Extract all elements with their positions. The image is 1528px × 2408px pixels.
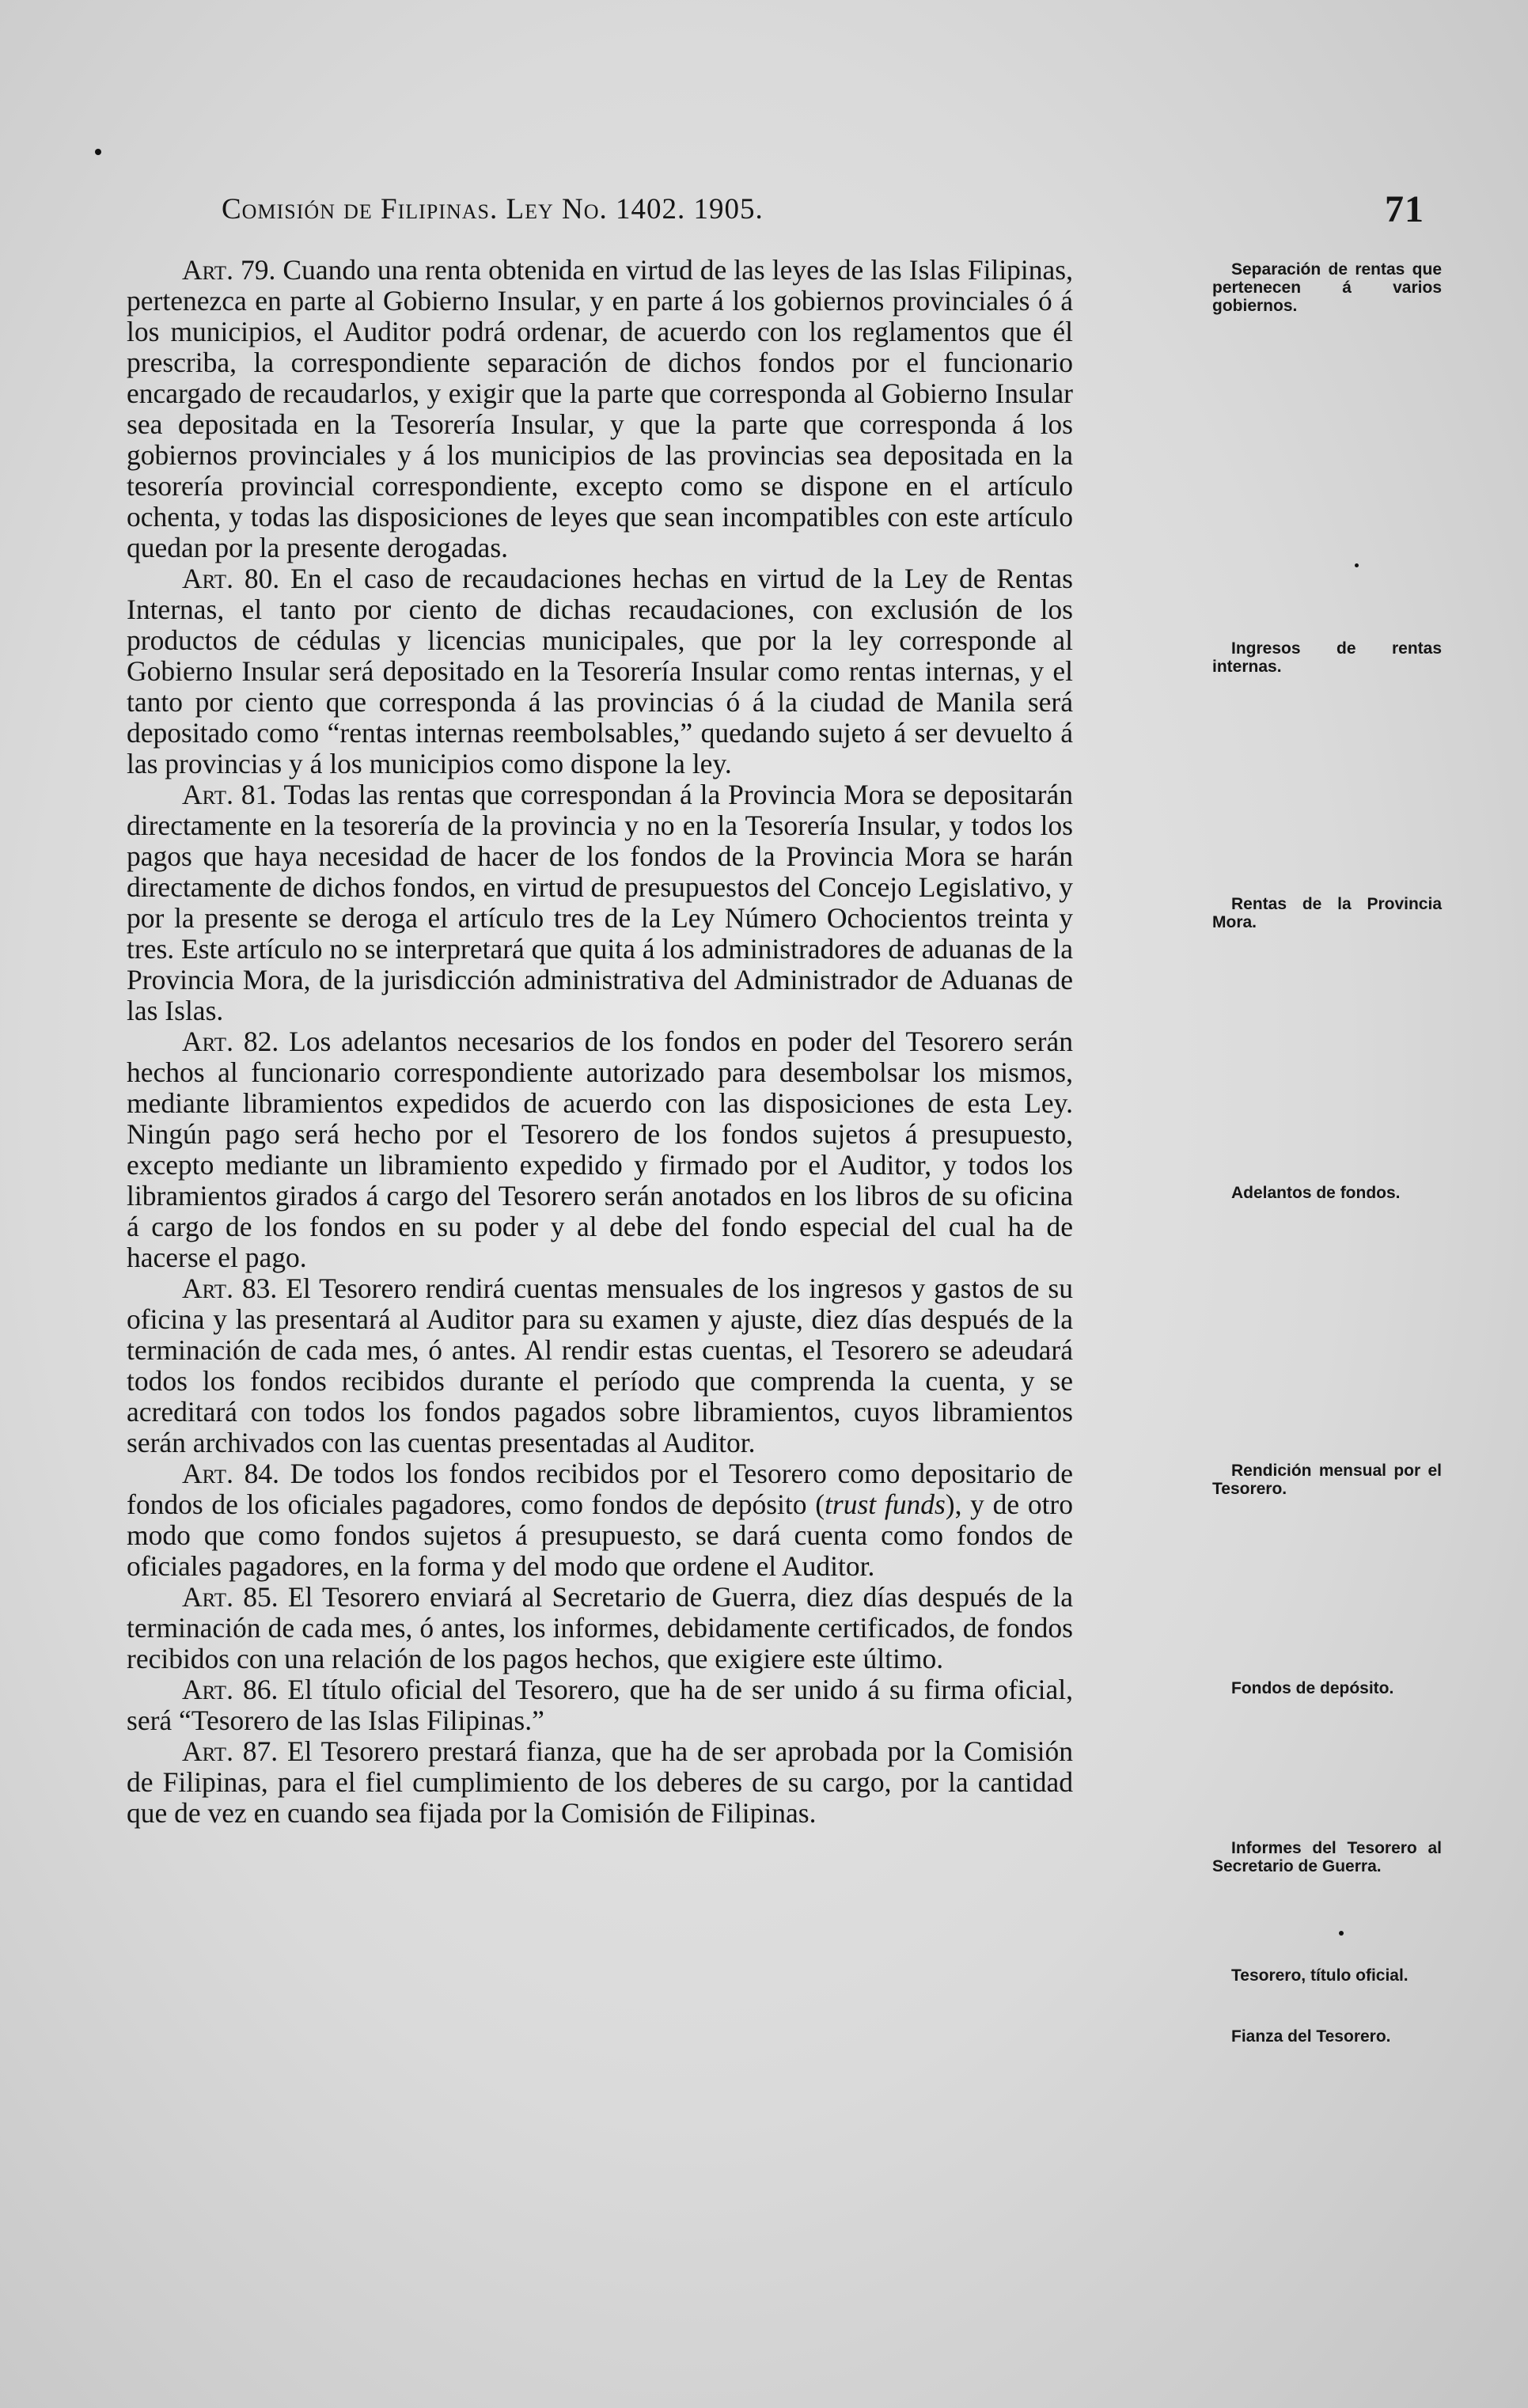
margin-note: Rendición mensual por el Tesorero. bbox=[1212, 1462, 1442, 1498]
article-number: Art. 82. bbox=[182, 1026, 279, 1057]
ink-spot bbox=[95, 149, 101, 155]
article-text: En el caso de recaudaciones hechas en virtud de la Ley de Rentas Internas, el tanto por ciento de dichas recaudaciones, con exclusión de los productos de cédulas y licencias municipales, que por la ley corresponde al Gobierno Insular será depositado en la Tesorería Insular como rentas internas, y el tanto por ciento que corresponda á las provincias ó á la ciudad de Manila será depositado como “rentas internas reembolsables,” quedando sujeto á ser devuelto á las provincias y á los municipios como dispone la ley. bbox=[127, 563, 1073, 779]
running-head: Comisión de Filipinas. Ley No. 1402. 1905. bbox=[222, 193, 764, 226]
margin-note: Tesorero, título oficial. bbox=[1231, 1966, 1409, 1985]
page-number: 71 bbox=[1385, 188, 1424, 230]
article-82 bbox=[127, 1026, 1073, 1273]
article-number: Art. 84. bbox=[182, 1458, 280, 1489]
ink-spot bbox=[1355, 563, 1359, 567]
article-85 bbox=[127, 1582, 1073, 1674]
article-83 bbox=[127, 1273, 1073, 1458]
article-number: Art. 81. bbox=[182, 779, 277, 810]
article-text: Todas las rentas que correspondan á la Provincia Mora se depositarán directamente en la tesorería de la provincia y no en la Tesorería Insular, y todos los pagos que haya necesidad de hacer de los fondos de la Provincia Mora se harán directamente de dichos fondos, en virtud de presupuestos del Concejo Legislativo, y por la presente se deroga el artículo tres de la Ley Número Ochocientos treinta y tres. Este artículo no se interpretará que quita á los administradores de aduanas de la Provincia Mora, de la jurisdicción administrativa del Administrador de Aduanas de las Islas. bbox=[127, 779, 1073, 1026]
article-text: El Tesorero enviará al Secretario de Guerra, diez días después de la terminación de cada mes, ó antes, los informes, debidamente certificados, de fondos recibidos con una relación de los pagos hechos, que exigiere este último. bbox=[127, 1581, 1073, 1674]
article-text-part: ), y de otro modo que como fondos sujetos á presupuesto, se dará cuenta como fondos de oficiales pagadores, en la forma y del modo que ordene el Auditor. bbox=[127, 1488, 1073, 1582]
article-80 bbox=[127, 563, 1073, 779]
article-number: Art. 80. bbox=[182, 563, 280, 594]
article-text: El Tesorero prestará fianza, que ha de ser aprobada por la Comisión de Filipinas, para el fiel cumplimiento de los deberes de su cargo, por la cantidad que de vez en cuando sea fijada por la Comisión de Filipinas. bbox=[127, 1735, 1073, 1829]
article-number: Art. 79. bbox=[182, 254, 276, 286]
article-text: El Tesorero rendirá cuentas mensuales de los ingresos y gastos de su oficina y las presentará al Auditor para su examen y ajuste, diez días después de la terminación de cada mes, ó antes. Al rendir estas cuentas, el Tesorero se adeudará todos los fondos recibidos durante el período que comprenda la cuenta, y se acreditará con todos los fondos pagados sobre libramientos, cuyos libramientos serán archivados con las cuentas presentadas al Auditor. bbox=[127, 1272, 1073, 1458]
margin-note: Separación de rentas que pertenecen á varios gobiernos. bbox=[1212, 260, 1442, 315]
margin-note: Fianza del Tesorero. bbox=[1231, 2027, 1391, 2046]
margin-note: Fondos de depósito. bbox=[1231, 1679, 1394, 1697]
margin-note: Adelantos de fondos. bbox=[1231, 1184, 1401, 1202]
article-text: Los adelantos necesarios de los fondos en poder del Tesorero serán hechos al funcionario correspondiente autorizado para desembolsar los mismos, mediante libramientos expedidos de acuerdo con las disposiciones de esta Ley. Ningún pago será hecho por el Tesorero de los fondos sujetos á presupuesto, excepto mediante un libramiento expedido y firmado por el Auditor, y todos los libramientos girados á cargo del Tesorero serán anotados en los libros de su oficina á cargo de los fondos en su poder y al debe del fondo especial del cual ha de hacerse el pago. bbox=[127, 1026, 1073, 1273]
page-header bbox=[222, 188, 1424, 232]
article-number: Art. 87. bbox=[182, 1735, 279, 1767]
article-text-part: De todos los fondos recibidos por el Tesorero como depositario de fondos de los oficiales pagadores, como fondos de depósito ( bbox=[127, 1458, 1073, 1520]
article-text-italic: trust funds bbox=[825, 1488, 946, 1520]
article-text: Cuando una renta obtenida en virtud de las leyes de las Islas Filipinas, pertenezca en parte al Gobierno Insular, y en parte á los gobiernos provinciales ó á los municipios, el Auditor podrá ordenar, de acuerdo con los reglamentos que él prescriba, la correspondiente separación de dichos fondos por el funcionario encargado de recaudarlos, y exigir que la parte que corresponda al Gobierno Insular sea depositada en la Tesorería Insular, y que la parte que corresponda á los gobiernos provinciales y á los municipios de las provincias sea depositada en la tesorería provincial correspondiente, excepto como se dispone en el artículo ochenta, y todas las disposiciones de leyes que sean incompatibles con este artículo quedan por la presente derogadas. bbox=[127, 254, 1073, 563]
main-text bbox=[127, 254, 1442, 2046]
article-text: El título oficial del Tesorero, que ha de ser unido á su firma oficial, será “Tesorero de las Islas Filipinas.” bbox=[127, 1674, 1073, 1736]
article-81 bbox=[127, 779, 1073, 1026]
article-number: Art. 85. bbox=[182, 1581, 279, 1613]
ink-spot bbox=[1339, 1931, 1344, 1936]
margin-note: Rentas de la Provincia Mora. bbox=[1212, 895, 1442, 931]
margin-note: Ingresos de rentas internas. bbox=[1212, 639, 1442, 676]
article-number: Art. 86. bbox=[182, 1674, 279, 1705]
article-79 bbox=[127, 255, 1073, 563]
article-number: Art. 83. bbox=[182, 1272, 278, 1304]
article-86 bbox=[127, 1674, 1073, 1736]
article-84 bbox=[127, 1458, 1073, 1582]
margin-note: Informes del Tesorero al Secretario de Guerra. bbox=[1212, 1839, 1442, 1875]
article-87 bbox=[127, 1736, 1073, 1829]
